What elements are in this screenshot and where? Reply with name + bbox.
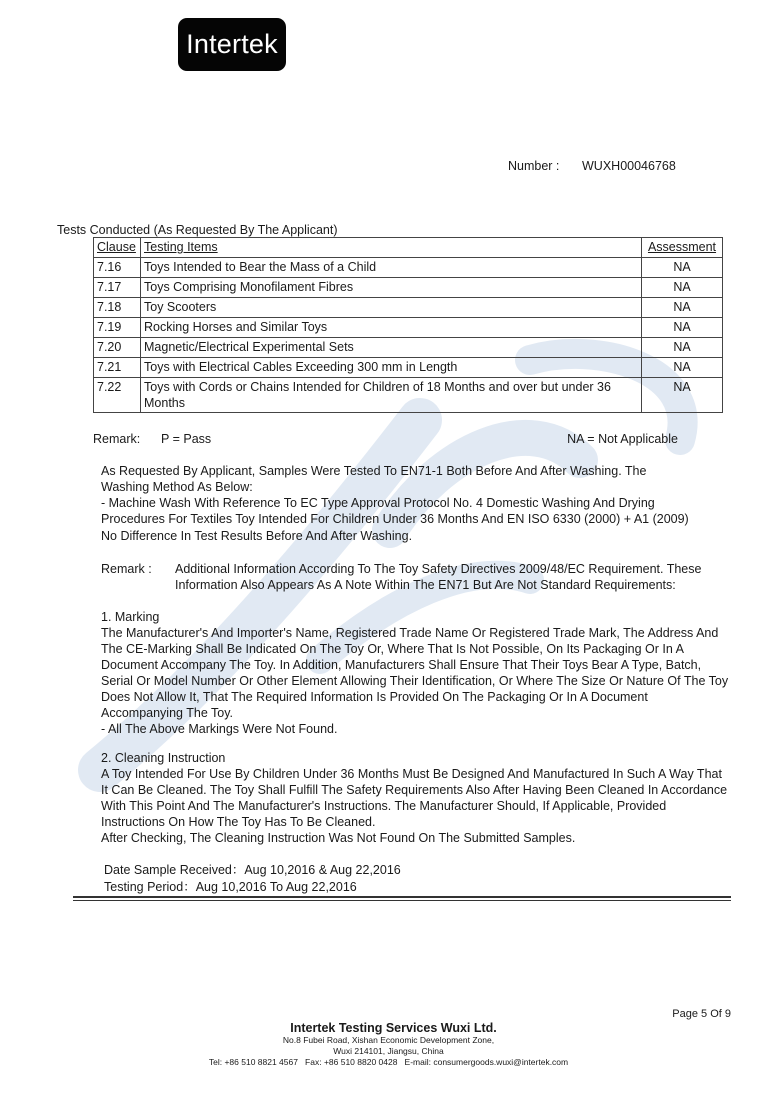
cleaning-section: [101, 750, 731, 846]
assessment-cell: NA: [642, 318, 723, 338]
table-row: [94, 318, 723, 338]
directive-remark: [101, 561, 711, 593]
clause-cell: 7.22: [94, 378, 141, 413]
testing-period: Testing Period：Aug 10,2016 To Aug 22,2016: [104, 880, 357, 894]
company-name: Intertek Testing Services Wuxi Ltd.: [290, 1021, 497, 1035]
column-header-assessment: Assessment: [642, 238, 723, 258]
test-dates: [104, 862, 604, 896]
testing-item-cell: Toys with Electrical Cables Exceeding 300 mm in Length: [141, 358, 642, 378]
assessment-cell: NA: [642, 338, 723, 358]
marking-section: [101, 609, 731, 737]
washing-line: No Difference In Test Results Before And After Washing.: [101, 529, 413, 543]
testing-item-cell: Toys Comprising Monofilament Fibres: [141, 278, 642, 298]
marking-heading: 1. Marking: [101, 610, 160, 624]
assessment-legend: [93, 432, 678, 446]
legend-pass: P = Pass: [161, 432, 212, 446]
legend-label: Remark:: [93, 432, 141, 446]
clause-cell: 7.16: [94, 258, 141, 278]
washing-line: Procedures For Textiles Toy Intended For Children Under 36 Months And EN ISO 6330 (2000) + A1 (2009): [101, 512, 689, 526]
tests-table: [93, 237, 723, 413]
clause-cell: 7.21: [94, 358, 141, 378]
assessment-cell: NA: [642, 258, 723, 278]
address-line-1: No.8 Fubei Road, Xishan Economic Development Zone,: [282, 1035, 495, 1045]
testing-item-cell: Rocking Horses and Similar Toys: [141, 318, 642, 338]
remark-text: Additional Information According To The Toy Safety Directives 2009/48/EC Requirement. These Information Also Appears As A Note Within The EN71 But Are Not Standard Requirements:: [175, 562, 702, 592]
contact-line: Tel: +86 510 8821 4567 Fax: +86 510 8820 0428 E-mail: consumergoods.wuxi@intertek.com: [208, 1057, 569, 1067]
washing-line: - Machine Wash With Reference To EC Type Approval Protocol No. 4 Domestic Washing And Drying: [101, 496, 655, 510]
footer: [0, 1021, 777, 1068]
assessment-cell: NA: [642, 378, 723, 413]
marking-result: - All The Above Markings Were Not Found.: [101, 722, 338, 736]
column-header-testing-items: Testing Items: [141, 238, 642, 258]
report-number: [508, 159, 676, 173]
date-sample-received: Date Sample Received：Aug 10,2016 & Aug 22,2016: [104, 863, 401, 877]
legend-not-applicable: NA = Not Applicable: [567, 432, 678, 446]
tests-conducted-title: Tests Conducted (As Requested By The Applicant): [57, 223, 338, 237]
clause-cell: 7.18: [94, 298, 141, 318]
remark-label: Remark :: [101, 562, 152, 576]
column-header-clause: Clause: [94, 238, 141, 258]
table-row: [94, 358, 723, 378]
assessment-cell: NA: [642, 358, 723, 378]
cleaning-result: After Checking, The Cleaning Instruction Was Not Found On The Submitted Samples.: [101, 831, 576, 845]
cleaning-body: A Toy Intended For Use By Children Under 36 Months Must Be Designed And Manufactured In Such A Way That It Can Be Cleaned. The Toy Shall Fulfill The Safety Requirements Also After Having Been Cleaned In Accordance With This Point And The Manufacturer's Instructions. The Manufacturer Should, If Applicable, Provided Instructions On How The Toy Has To Be Cleaned.: [101, 767, 728, 829]
report-number-label: Number :: [508, 159, 560, 173]
table-row: [94, 298, 723, 318]
testing-item-cell: Toys with Cords or Chains Intended for Children of 18 Months and over but under 36 Months: [141, 378, 642, 413]
washing-note: [101, 463, 721, 544]
testing-item-cell: Magnetic/Electrical Experimental Sets: [141, 338, 642, 358]
clause-cell: 7.17: [94, 278, 141, 298]
marking-body: The Manufacturer's And Importer's Name, Registered Trade Name Or Registered Trade Mark, The Address And The CE-Marking Shall Be Indicated On The Toy Or, Where That Is Not Possible, On Its Packaging Or In A Document Accompany The Toy. In Addition, Manufacturers Shall Ensure That Their Toys Bear A Type, Batch, Serial Or Model Number Or Other Element Allowing Their Identification, Or Where The Size Or Nature Of The Toy Does Not Allow It, That The Required Information Is Provided On The Packaging Or In A Document Accompanying The Toy.: [101, 626, 729, 720]
washing-line: As Requested By Applicant, Samples Were Tested To EN71-1 Both Before And After Washing. The: [101, 464, 647, 478]
cleaning-heading: 2. Cleaning Instruction: [101, 751, 226, 765]
divider-thick: [73, 896, 731, 898]
divider-thin: [73, 900, 731, 901]
clause-cell: 7.20: [94, 338, 141, 358]
washing-line: Washing Method As Below:: [101, 480, 253, 494]
page-number: Page 5 Of 9: [672, 1008, 731, 1020]
table-row: [94, 258, 723, 278]
address-line-2: Wuxi 214101, Jiangsu, China: [333, 1046, 444, 1056]
table-row: [94, 278, 723, 298]
assessment-cell: NA: [642, 298, 723, 318]
testing-item-cell: Toys Intended to Bear the Mass of a Child: [141, 258, 642, 278]
table-row: [94, 338, 723, 358]
intertek-logo: Intertek: [178, 18, 286, 71]
table-row: [94, 378, 723, 413]
testing-item-cell: Toy Scooters: [141, 298, 642, 318]
report-number-value: WUXH00046768: [582, 159, 676, 173]
clause-cell: 7.19: [94, 318, 141, 338]
assessment-cell: NA: [642, 278, 723, 298]
table-header-row: [94, 238, 723, 258]
